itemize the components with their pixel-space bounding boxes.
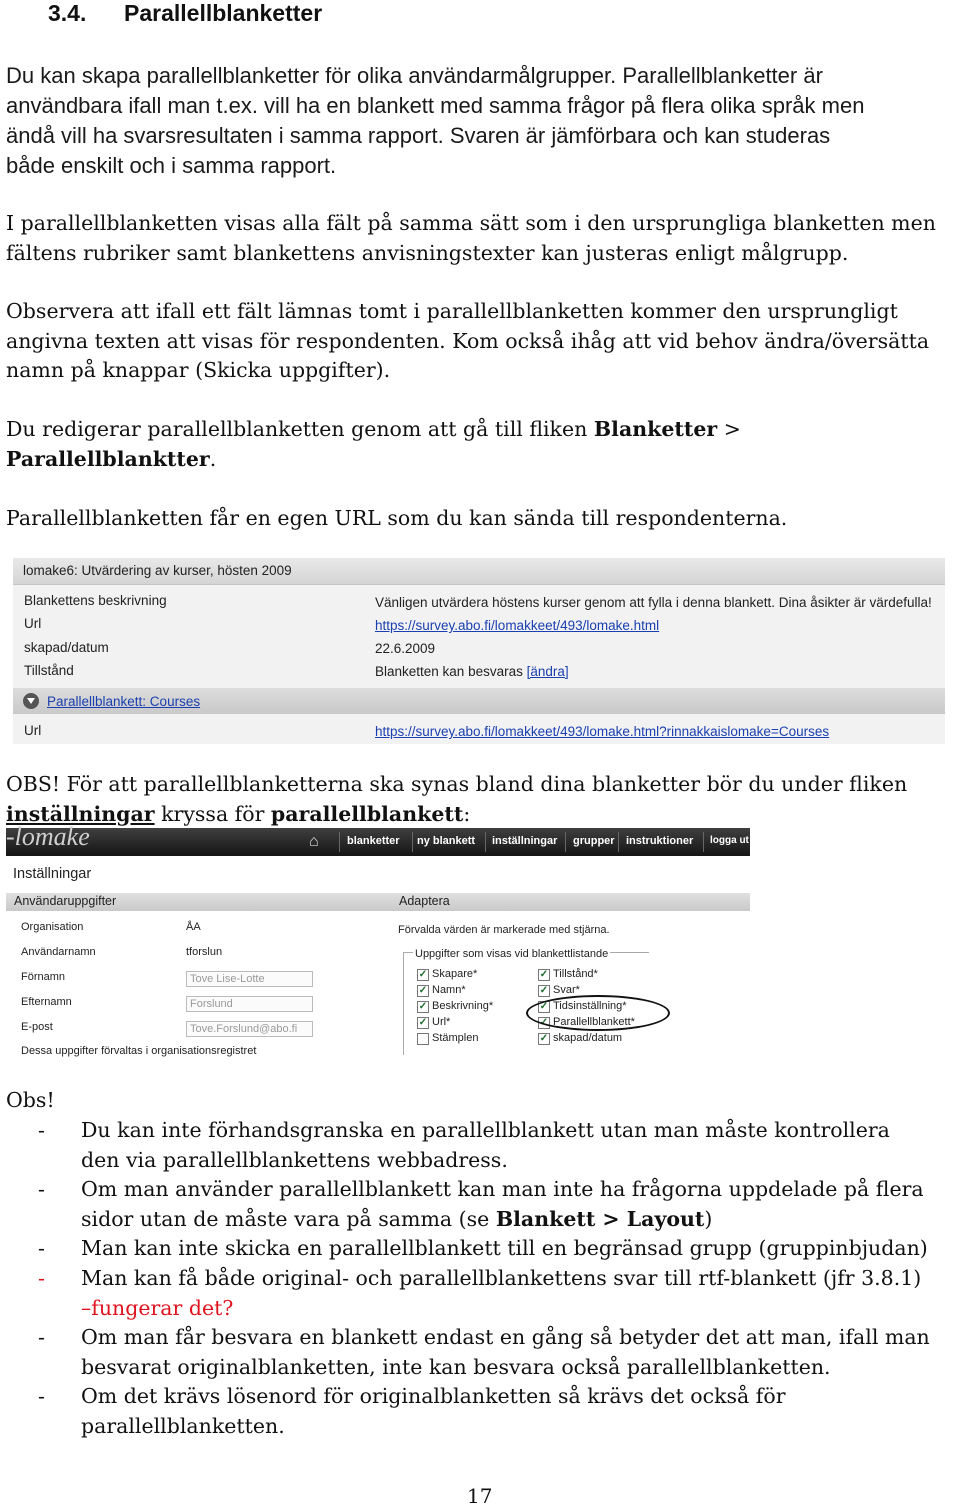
field-value: 22.6.2009 bbox=[375, 641, 436, 656]
settings-title: Inställningar bbox=[13, 866, 92, 882]
para-line: fältens rubriker samt blankettens anvisningstexter kan justeras enligt målgrupp. bbox=[6, 240, 849, 265]
checkbox-label: Parallellblankett* bbox=[553, 1016, 635, 1028]
obs-paragraph bbox=[6, 770, 956, 829]
checkbox-label: skapad/datum bbox=[553, 1032, 623, 1044]
nav-divider bbox=[703, 832, 704, 852]
list-line: parallellblanketten. bbox=[81, 1413, 285, 1438]
nav-divider bbox=[618, 832, 619, 852]
footer-note: Dessa uppgifter förvaltas i organisationsregistret bbox=[21, 1045, 257, 1057]
section-label: Användaruppgifter bbox=[14, 894, 117, 908]
list-bullet: - bbox=[38, 1118, 45, 1142]
checkbox-label: Url* bbox=[432, 1016, 451, 1028]
checkbox-label: Skapare* bbox=[432, 968, 478, 980]
top-nav-bar bbox=[6, 822, 750, 856]
section-label: Adaptera bbox=[399, 894, 450, 908]
checkbox-checked[interactable]: ✓ bbox=[539, 1001, 549, 1012]
nav-divider bbox=[339, 832, 340, 852]
nav-divider bbox=[565, 832, 566, 852]
form-title-bar bbox=[13, 558, 945, 585]
field-value: Vänligen utvärdera höstens kurser genom att fylla i denna blankett. Dina åsikter är värdefulla! bbox=[375, 595, 932, 610]
collapse-icon[interactable] bbox=[23, 693, 39, 709]
field-label: Förnamn bbox=[21, 971, 66, 983]
fieldset-legend: Uppgifter som visas vid blankettlistande bbox=[415, 948, 609, 960]
list-text: sidor utan de måste vara på samma (se bbox=[81, 1206, 496, 1231]
intro-paragraph bbox=[6, 61, 956, 181]
checkbox-label: Tillstånd* bbox=[553, 968, 598, 980]
list-line: Om det krävs lösenord för originalblanketten så krävs det också för bbox=[81, 1384, 786, 1408]
paragraph-2 bbox=[6, 297, 956, 386]
parallel-form-bar[interactable] bbox=[13, 688, 945, 714]
list-bullet: - bbox=[38, 1236, 45, 1260]
first-name-field[interactable]: Tove Lise-Lotte bbox=[186, 971, 313, 987]
section-heading bbox=[48, 0, 322, 26]
field-value: tforslun bbox=[186, 946, 223, 958]
intro-line: användbara ifall man t.ex. vill ha en blankett med samma frågor på flera olika språk men bbox=[6, 93, 865, 118]
field-label: Tillstånd bbox=[24, 663, 74, 678]
last-name-field[interactable]: Forslund bbox=[186, 996, 313, 1012]
paragraph-1 bbox=[6, 209, 956, 268]
para-text: kryssa för bbox=[154, 801, 271, 826]
para-text: : bbox=[463, 801, 471, 826]
list-line: besvarat originalblanketten, inte kan besvara också parallellblanketten. bbox=[81, 1354, 831, 1379]
section-title: Parallellblanketter bbox=[124, 0, 323, 26]
page-number: 17 bbox=[467, 1484, 493, 1508]
nav-divider bbox=[412, 832, 413, 852]
intro-line: både enskilt och i samma rapport. bbox=[6, 153, 337, 178]
list-bullet: - bbox=[38, 1384, 45, 1408]
bold-term: Parallellblanktter bbox=[6, 446, 210, 471]
form-url-link[interactable]: https://survey.abo.fi/lomakkeet/493/lomake.html bbox=[375, 618, 660, 633]
nav-logout[interactable]: logga ut bbox=[710, 835, 749, 846]
nav-blanketter[interactable]: blanketter bbox=[347, 835, 400, 847]
section-number: 3.4. bbox=[48, 0, 87, 26]
field-label: Url bbox=[24, 723, 42, 738]
checkbox-label: Namn* bbox=[432, 984, 466, 996]
section-header-adapt bbox=[391, 893, 750, 911]
para-line: I parallellblanketten visas alla fält på samma sätt som i den ursprungliga blanketten men bbox=[6, 211, 936, 235]
checkbox-checked[interactable]: ✓ bbox=[418, 985, 428, 996]
checkbox-label: Beskrivning* bbox=[432, 1000, 494, 1012]
notes-list bbox=[38, 1116, 958, 1446]
checkbox-label: Tidsinställning* bbox=[553, 1000, 627, 1012]
nav-instruktioner[interactable]: instruktioner bbox=[626, 835, 694, 847]
list-text: ) bbox=[704, 1206, 713, 1231]
list-bullet: - bbox=[38, 1266, 45, 1290]
field-label: skapad/datum bbox=[24, 640, 109, 655]
home-icon[interactable]: ⌂ bbox=[309, 833, 319, 850]
form-details-screenshot bbox=[13, 558, 945, 744]
list-line: Man kan få både original- och parallellblankettens svar till rtf-blankett (jfr 3.8.1) bbox=[81, 1266, 922, 1290]
para-line: OBS! För att parallellblanketterna ska synas bland dina blanketter bör du under fliken bbox=[6, 772, 908, 796]
status-value bbox=[375, 664, 569, 679]
checkbox-checked[interactable]: ✓ bbox=[539, 985, 549, 996]
intro-line: Du kan skapa parallellblanketter för olika användarmålgrupper. Parallellblanketter är bbox=[6, 63, 823, 88]
nav-installningar[interactable]: inställningar bbox=[492, 835, 558, 847]
para-text: Du redigerar parallellblanketten genom att gå till fliken bbox=[6, 417, 594, 441]
bold-term: parallellblankett bbox=[270, 801, 464, 826]
form-title: lomake6: Utvärdering av kurser, hösten 2009 bbox=[23, 563, 292, 578]
checkbox-label: Svar* bbox=[553, 984, 580, 996]
checkbox-checked[interactable]: ✓ bbox=[539, 969, 549, 980]
app-logo: -lomake bbox=[6, 822, 90, 851]
list-line-question: –fungerar det? bbox=[81, 1295, 234, 1320]
list-bullet: - bbox=[38, 1177, 45, 1201]
checkbox-checked[interactable]: ✓ bbox=[418, 969, 428, 980]
parallel-url-link[interactable]: https://survey.abo.fi/lomakkeet/493/lomake.html?rinnakkaislomake=Courses bbox=[375, 724, 830, 739]
settings-screenshot bbox=[6, 822, 750, 1057]
checkbox-label: Stämplen bbox=[432, 1032, 479, 1044]
bold-term: inställningar bbox=[6, 801, 155, 826]
para-line: namn på knappar (Skicka uppgifter). bbox=[6, 358, 391, 382]
section-header-user bbox=[6, 893, 391, 911]
list-line: den via parallellblankettens webbadress. bbox=[81, 1147, 508, 1172]
checkbox-checked[interactable]: ✓ bbox=[418, 1017, 428, 1028]
nav-grupper[interactable]: grupper bbox=[573, 835, 615, 847]
nav-ny-blankett[interactable]: ny blankett bbox=[417, 835, 476, 847]
obs-heading: Obs! bbox=[6, 1088, 55, 1112]
list-line: Om man använder parallellblankett kan man inte ha frågorna uppdelade på flera bbox=[81, 1177, 924, 1201]
bold-term: Blankett > Layout bbox=[495, 1206, 705, 1231]
highlight-oval bbox=[526, 995, 670, 1031]
field-label: Efternamn bbox=[21, 996, 72, 1008]
para-text: . bbox=[209, 446, 217, 471]
field-value: ÅA bbox=[186, 921, 201, 933]
para-text: > bbox=[717, 417, 741, 441]
list-bullet: - bbox=[38, 1325, 45, 1349]
nav-divider bbox=[485, 832, 486, 852]
adapt-note: Förvalda värden är markerade med stjärna. bbox=[398, 924, 610, 936]
para-line: Observera att ifall ett fält lämnas tomt i parallellblanketten kommer den ursprungligt bbox=[6, 299, 898, 323]
field-label: Organisation bbox=[21, 921, 84, 933]
list-line: Du kan inte förhandsgranska en parallellblankett utan man måste kontrollera bbox=[81, 1118, 890, 1142]
field-label: Blankettens beskrivning bbox=[24, 593, 167, 608]
list-line: Man kan inte skicka en parallellblankett till en begränsad grupp (gruppinbjudan) bbox=[81, 1236, 928, 1260]
bold-term: Blanketter bbox=[593, 417, 718, 441]
checkbox-unchecked[interactable] bbox=[417, 1033, 429, 1045]
paragraph-3 bbox=[6, 415, 956, 474]
field-label: Url bbox=[24, 616, 42, 631]
parallel-checkbox[interactable]: ✓ bbox=[539, 1017, 549, 1028]
email-field[interactable]: Tove.Forslund@abo.fi bbox=[186, 1021, 313, 1037]
parallel-form-link[interactable]: Parallellblankett: Courses bbox=[47, 694, 201, 709]
status-text: Blanketten kan besvaras bbox=[375, 664, 523, 679]
checkbox-checked[interactable]: ✓ bbox=[418, 1001, 428, 1012]
change-status-link[interactable]: [ändra] bbox=[526, 664, 569, 679]
para-line: angivna texten att visas för respondenten. Kom också ihåg att vid behov ändra/översätta bbox=[6, 328, 930, 353]
checkbox-checked[interactable]: ✓ bbox=[539, 1033, 549, 1044]
paragraph-4: Parallellblanketten får en egen URL som du kan sända till respondenterna. bbox=[6, 506, 788, 530]
field-label: Användarnamn bbox=[21, 946, 96, 958]
intro-line: ändå vill ha svarsresultaten i samma rapport. Svaren är jämförbara och kan studeras bbox=[6, 123, 831, 148]
list-line: Om man får besvara en blankett endast en gång så betyder det att man, ifall man bbox=[81, 1325, 930, 1349]
field-label: E-post bbox=[21, 1021, 53, 1033]
